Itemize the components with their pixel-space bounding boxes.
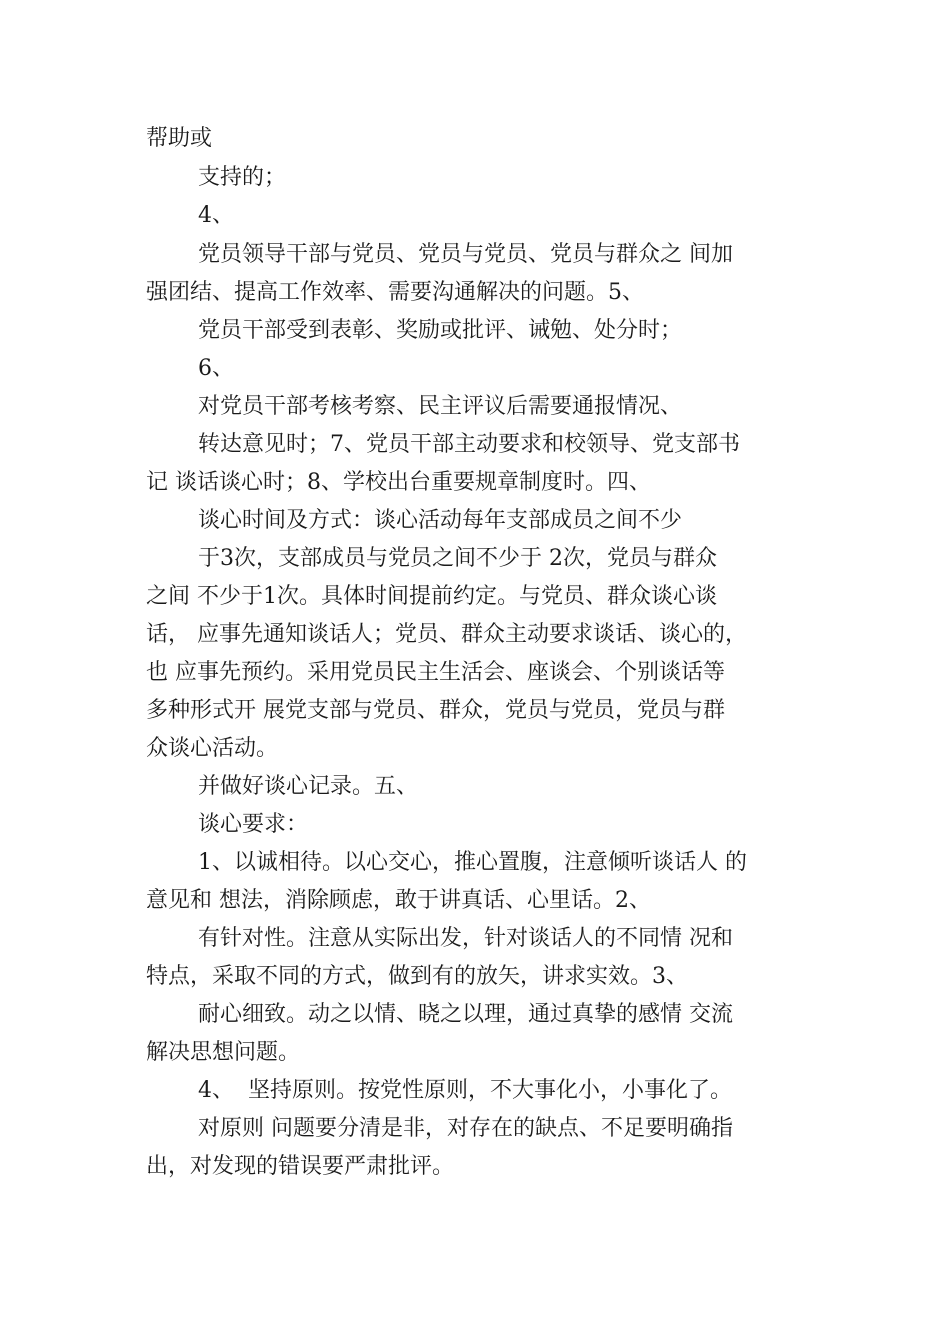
text-line: 众谈心活动。 xyxy=(146,736,279,761)
text-line: 也 应事先预约。采用党员民主生活会、座谈会、个别谈话等 xyxy=(146,660,725,685)
text-line: 转达意见时；7、党员干部主动要求和校领导、党支部书 xyxy=(198,432,740,457)
text-line: 帮助或 xyxy=(146,126,213,151)
text-line: 有针对性。注意从实际出发，针对谈话人的不同情 况和 xyxy=(198,926,733,951)
text-line: 4、 坚持原则。按党性原则，不大事化小，小事化了。 xyxy=(198,1078,732,1103)
text-line: 解决思想问题。 xyxy=(146,1040,301,1065)
text-line: 6、 xyxy=(198,356,234,381)
text-line: 支持的； xyxy=(198,165,287,190)
text-line: 耐心细致。动之以情、晓之以理，通过真挚的感情 交流 xyxy=(198,1002,733,1027)
text-line: 特点，采取不同的方式，做到有的放矢，讲求实效。3、 xyxy=(146,964,688,989)
text-line: 对原则 问题要分清是非，对存在的缺点、不足要明确指 xyxy=(198,1116,733,1141)
text-line: 并做好谈心记录。五、 xyxy=(198,774,419,799)
text-line: 强团结、提高工作效率、需要沟通解决的问题。5、 xyxy=(146,280,644,305)
text-line: 党员领导干部与党员、党员与党员、党员与群众之 间加 xyxy=(198,242,733,267)
text-line: 出，对发现的错误要严肃批评。 xyxy=(146,1154,455,1179)
text-line: 记 谈话谈心时；8、学校出台重要规章制度时。四、 xyxy=(146,470,651,495)
text-line: 谈心时间及方式：谈心活动每年支部成员之间不少 xyxy=(198,508,683,533)
text-line: 于3次，支部成员与党员之间不少于 2次，党员与群众 xyxy=(198,546,717,571)
text-line: 党员干部受到表彰、奖励或批评、诫勉、处分时； xyxy=(198,318,683,343)
text-line: 多种形式开 展党支部与党员、群众，党员与党员，党员与群 xyxy=(146,698,725,723)
text-line: 之间 不少于1次。具体时间提前约定。与党员、群众谈心谈 xyxy=(146,584,717,609)
text-line: 意见和 想法，消除顾虑，敢于讲真话、心里话。2、 xyxy=(146,888,651,913)
text-line: 4、 xyxy=(198,203,234,228)
text-line: 话， 应事先通知谈话人；党员、群众主动要求谈话、谈心的， xyxy=(146,622,747,647)
text-line: 1、以诚相待。以心交心，推心置腹，注意倾听谈话人 的 xyxy=(198,850,747,875)
text-line: 对党员干部考核考察、民主评议后需要通报情况、 xyxy=(198,394,683,419)
text-line: 谈心要求： xyxy=(198,812,309,837)
